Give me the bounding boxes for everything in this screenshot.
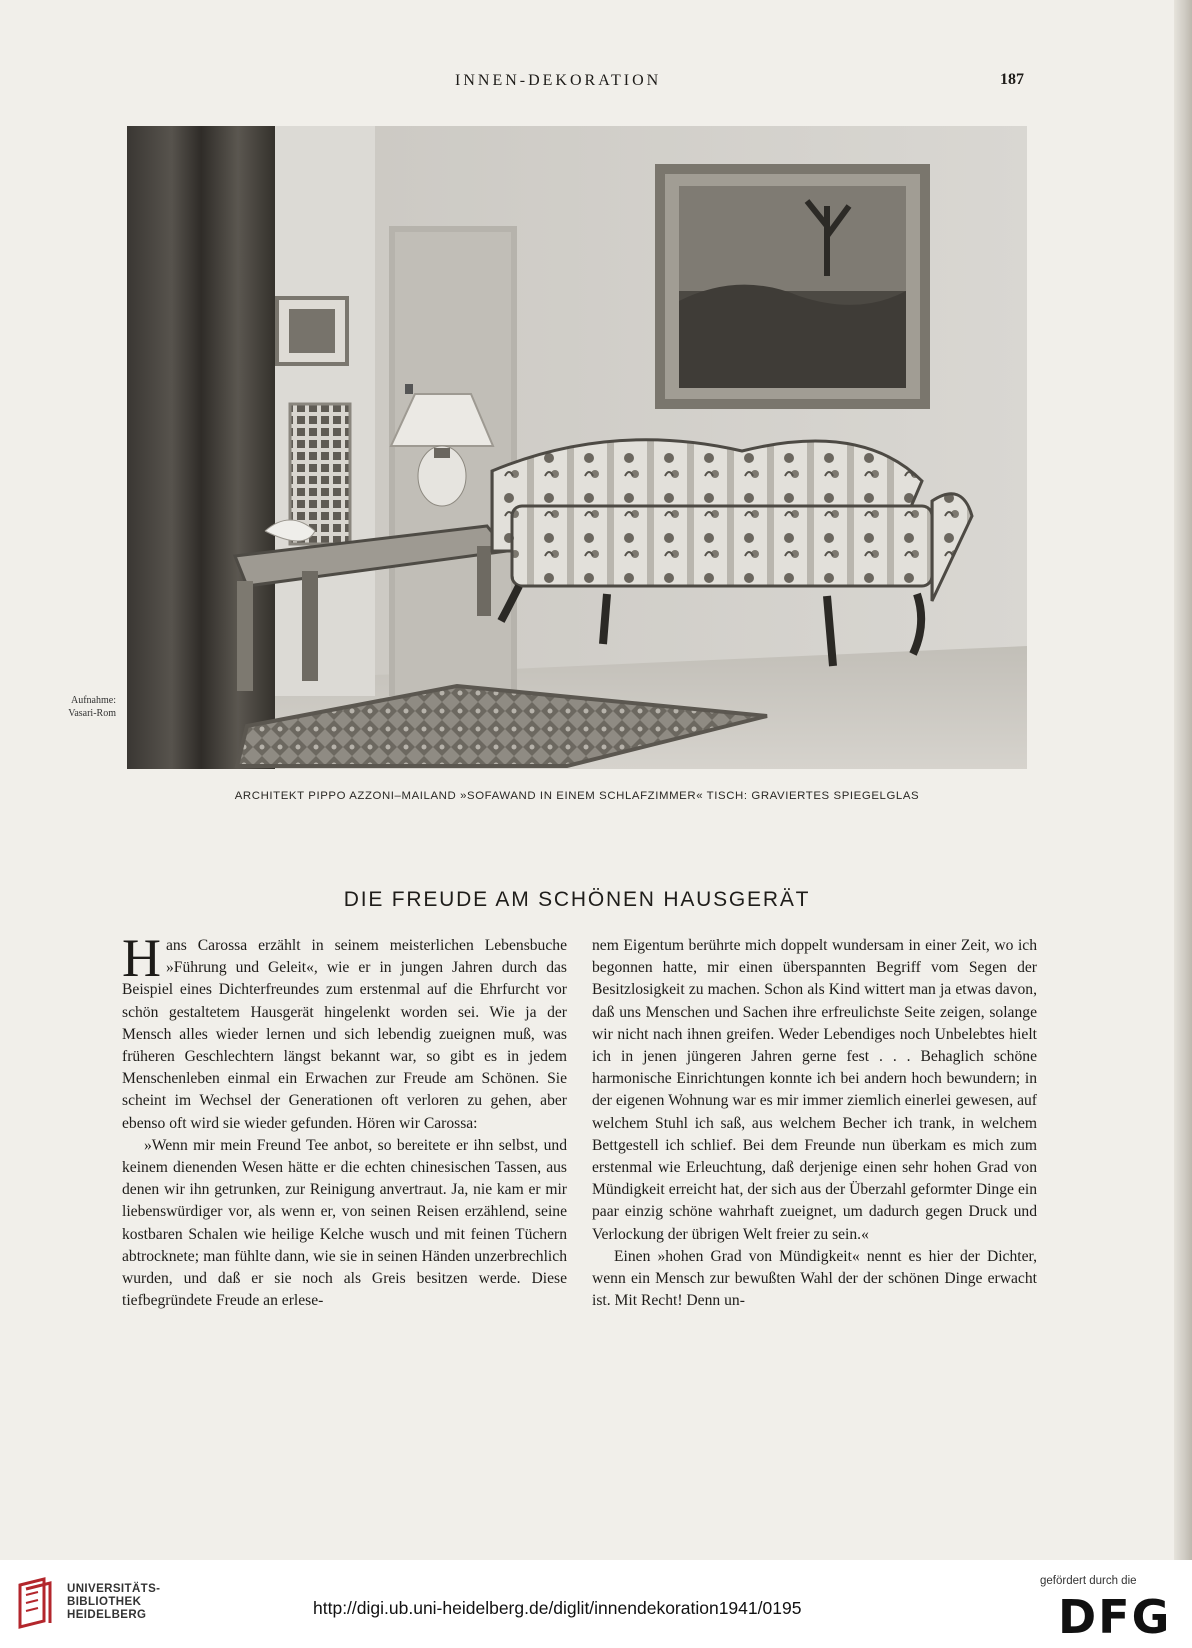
permalink-url[interactable]: http://digi.ub.uni-heidelberg.de/diglit/innendekoration1941/0195 <box>313 1598 802 1618</box>
paragraph-2: »Wenn mir mein Freund Tee anbot, so bereitete er ihn selbst, und keinem dienenden Wesen hätte er die echten chinesischen Tassen, aus denen wir ihn getrunken, zur Reinigung anvertraut. Ja, nie kam er mir liebenswürdiger vor, als wenn er, von seinen Reisen erzählend, seine kostbaren Schalen wie heilige Kelche wusch und mit feinen Tüchern abtrocknete; man fühlte dann, wie sie in seinen Händen unzerbrechlich wurden, und daß er sie noch als Greis besitzen werde. Diese tiefbegründete Freude an erlese- <box>122 1136 567 1310</box>
text-column-right <box>592 935 1037 1312</box>
dfg-logo: DFG <box>1058 1590 1172 1644</box>
drop-cap: H <box>122 928 161 988</box>
paragraph-1-text: ans Carossa erzählt in seinem meisterlichen Lebensbuche »Führung und Geleit«, wie er in jungen Jahren durch das Beispiel eines Dichterfreundes zum erstenmal auf die Ehrfurcht vor schön gestaltetem Hausgerät hingelenkt worden sei. Wie ja der Mensch alles wieder lernen und sich lebendig zueignen muß, was früheren Geschlechtern längst bekannt war, so gibt es in jedem Menschenleben einmal ein Erwachen zur Freude am Schönen. Sie scheint im Wechsel der Generationen oft verloren zu gehen, aber ebenso oft wird sie wieder gefunden. Hören wir Carossa: <box>122 937 567 1132</box>
interior-photograph <box>127 126 1027 769</box>
funded-by-label: gefördert durch die <box>1040 1575 1137 1587</box>
photo-credit <box>36 694 116 720</box>
running-title: INNEN-DEKORATION <box>455 72 662 89</box>
paragraph-4: Einen »hohen Grad von Mündigkeit« nennt es hier der Dichter, wenn ein Mensch zur bewußten Wahl der der schönen Dinge erwacht ist. Mit Recht! Denn un- <box>592 1247 1037 1310</box>
photo-credit-line1: Aufnahme: <box>71 695 116 706</box>
photo-caption: ARCHITEKT PIPPO AZZONI–MAILAND »SOFAWAND IN EINEM SCHLAFZIMMER« TISCH: GRAVIERTES SPIEGELGLAS <box>234 790 920 802</box>
page-edge <box>1174 0 1192 1560</box>
paragraph-1 <box>122 928 567 1135</box>
library-name <box>67 1583 160 1622</box>
article-title: DIE FREUDE AM SCHÖNEN HAUSGERÄT <box>343 888 811 911</box>
university-library-logo-icon <box>14 1577 56 1629</box>
library-name-line2: BIBLIOTHEK <box>67 1596 142 1608</box>
library-name-line3: HEIDELBERG <box>67 1609 147 1621</box>
page-number: 187 <box>1000 71 1024 88</box>
library-name-line1: UNIVERSITÄTS- <box>67 1583 161 1595</box>
paragraph-3: nem Eigentum berührte mich doppelt wundersam in einer Zeit, wo ich begonnen hatte, mir einen überspannten Begriff vom Segen der Besitzlosigkeit zu machen. Schon als Kind wittert man ja etwas davon, daß uns Menschen und Sachen ihre erfreulichste Seite zeigen, solange wir nicht nach ihnen greifen. Weder Lebendiges noch Unbelebtes hielt ich in jenen jüngeren Jahren gerne fest . . . Behaglich schöne harmonische Einrichtungen konnte ich bei andern hoch bewundern; in der eigenen Wohnung war es mir immer ziemlich einerlei gewesen, auf welchem Stuhl ich saß, aus welchem Becher ich trank, in welchem Bettgestell ich schlief. Bei dem Freunde nun überkam es mich zum erstenmal wie Erleuchtung, daß derjenige einen sehr hohen Grad von Mündigkeit erreicht hat, der sich aus der Überzahl geformter Dinge ein paar einzig schöne wahrhaft zueignet, um dadurch gegen Druck und Verlockung der übrigen Welt freier zu sein.« <box>592 937 1037 1243</box>
text-column-left <box>122 928 567 1312</box>
photo-credit-line2: Vasari-Rom <box>68 708 116 719</box>
